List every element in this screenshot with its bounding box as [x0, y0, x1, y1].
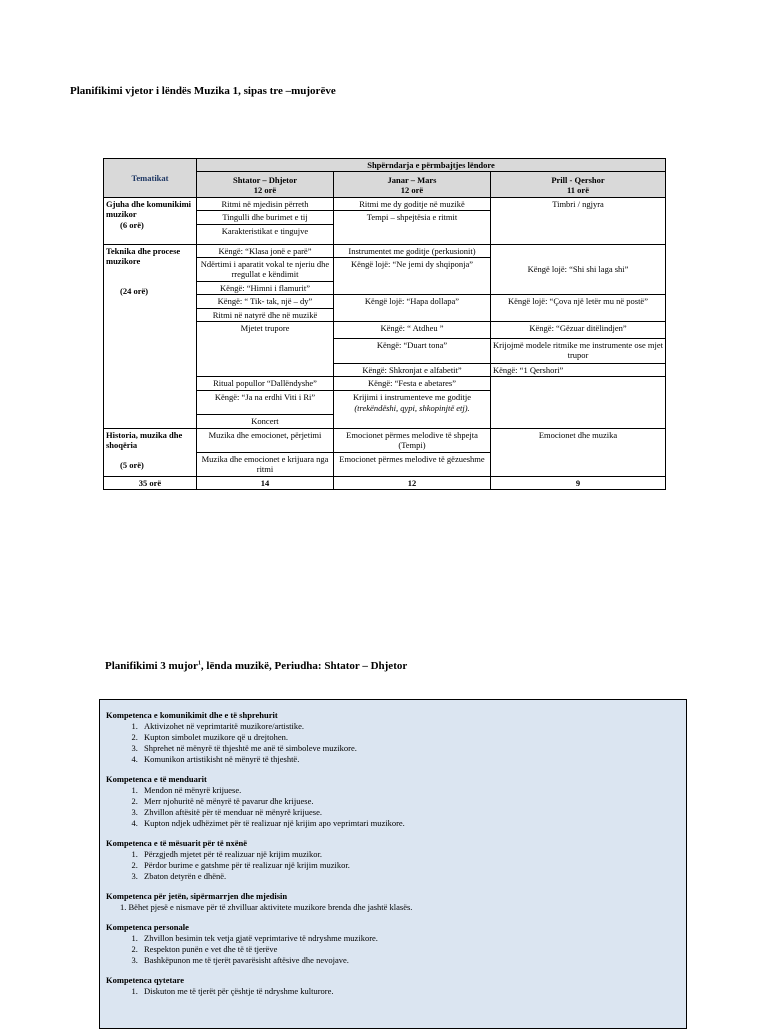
cell: Ritmi në mjedisin përreth — [197, 198, 334, 211]
theme-3: Historia, muzika dhe shoqëria (5 orë) — [104, 428, 197, 476]
cell: Këngë: Shkronjat e alfabetit” — [334, 364, 491, 377]
cell: Ritmi me dy goditje në muzikë — [334, 198, 491, 211]
cell: Ritmi në natyrë dhe në muzikë — [197, 308, 334, 321]
list-item: 3. Zhvillon aftësitë për të menduar në mënyrë krijuese. — [140, 807, 680, 818]
list-item: 1. Përzgjedh mjetet për të realizuar një krijim muzikor. — [140, 849, 680, 860]
list-item: 3. Shprehet në mënyrë të thjeshtë me anë të simboleve muzikore. — [140, 743, 680, 754]
total-period-3: 9 — [491, 476, 666, 489]
list-item: 1. Diskuton me të tjerët për çështje të ndryshme kulturore. — [140, 986, 680, 997]
cell: Krijojmë modele ritmike me instrumente ose mjet trupor — [491, 339, 666, 364]
cell: Ritual popullor “Dallëndyshe” — [197, 377, 334, 391]
cell: Këngë lojë: “Çova një letër mu në postë” — [491, 294, 666, 321]
cell: Emocionet përmes melodive të shpejta (Tempi) — [334, 428, 491, 452]
cell — [491, 377, 666, 428]
cell: Koncert — [197, 415, 334, 428]
list-item: 1. Mendon në mënyrë krijuese. — [140, 785, 680, 796]
cell: Këngë: “Ja na erdhi Viti i Ri” — [197, 391, 334, 415]
cell: Emocionet dhe muzika — [491, 428, 666, 476]
cell: Tempi – shpejtësia e ritmit — [334, 211, 491, 244]
competences-box — [99, 699, 687, 1029]
annual-plan-table — [103, 158, 666, 490]
list-item: 2. Kupton simbolet muzikore që u drejtohen. — [140, 732, 680, 743]
competence-life: Kompetenca për jetën, sipërmarrjen dhe mjedisin 1. Bëhet pjesë e nismave për të zhvilluar aktivitete muzikore brenda dhe jashtë klasës. — [106, 891, 680, 913]
cell: Mjetet trupore — [197, 322, 334, 377]
list-item: 4. Kupton ndjek udhëzimet për të realizuar një krijim apo veprimtari muzikore. — [140, 818, 680, 829]
cell: Karakteristikat e tingujve — [197, 224, 334, 244]
list-item: 3. Zbaton detyrën e dhënë. — [140, 871, 680, 882]
cell: Ndërtimi i aparatit vokal te njeriu dhe rregullat e këndimit — [197, 257, 334, 281]
cell: Këngë lojë: “Shi shi laga shi” — [491, 244, 666, 294]
cell: Këngë lojë: “Ne jemi dy shqiponja” — [334, 257, 491, 294]
total-hours: 35 orë — [104, 476, 197, 489]
total-period-2: 12 — [334, 476, 491, 489]
competence-learning: Kompetenca e të mësuarit për të nxënë 1. Përzgjedh mjetet për të realizuar një krijim muzikor. 2. Përdor burime e gatshme për të realizuar një krijim muzikor. 3. Zbaton detyrën e dhënë. — [106, 838, 680, 882]
list-item: 2. Përdor burime e gatshme për të realizuar një krijim muzikor. — [140, 860, 680, 871]
theme-2: Teknika dhe procese muzikore (24 orë) — [104, 244, 197, 428]
header-period-2: Janar – Mars 12 orë — [334, 172, 491, 198]
cell: Emocionet përmes melodive të gëzueshme — [334, 452, 491, 476]
cell: Këngë: “Klasa jonë e parë” — [197, 244, 334, 257]
theme-1: Gjuha dhe komunikimi muzikor (6 orë) — [104, 198, 197, 244]
cell: Krijimi i instrumenteve me goditje (trekëndëshi, qypi, shkopinjtë etj). — [334, 391, 491, 428]
list-item: 1. Aktivizohet në veprimtaritë muzikore/artistike. — [140, 721, 680, 732]
cell: Muzika dhe emocionet, përjetimi — [197, 428, 334, 452]
quarterly-plan-title: Planifikimi 3 mujor$^1$, lënda muzikë, Periudha: Shtator – Dhjetor — [105, 660, 408, 672]
header-period-3: Prill - Qershor 11 orë — [491, 172, 666, 198]
competence-thinking: Kompetenca e të menduarit 1. Mendon në mënyrë krijuese. 2. Merr njohuritë në mënyrë të pavarur dhe krijuese. 3. Zhvillon aftësitë për të menduar në mënyrë krijuese. 4. Kupton ndjek udhëzimet për të realizuar një krijim apo veprimtari muzikore. — [106, 774, 680, 829]
total-period-1: 14 — [197, 476, 334, 489]
cell: Këngë: “ Tik- tak, një – dy” — [197, 294, 334, 308]
competence-communication: Kompetenca e komunikimit dhe e të shprehurit 1. Aktivizohet në veprimtaritë muzikore/artistike. 2. Kupton simbolet muzikore që u drejtohen. 3. Shprehet në mënyrë të thjeshtë me anë të simboleve muzikore. 4. Komunikon artistikisht në mënyrë të thjeshtë. — [106, 710, 680, 765]
cell: Këngë: “Himni i flamurit” — [197, 281, 334, 294]
competence-civic: Kompetenca qytetare 1. Diskuton me të tjerët për çështje të ndryshme kulturore. — [106, 975, 680, 997]
cell: Instrumentet me goditje (perkusionit) — [334, 244, 491, 257]
cell: Këngë: “ Atdheu ” — [334, 322, 491, 339]
header-distribution: Shpërndarja e përmbajtjes lëndore — [197, 159, 666, 172]
header-tematikat: Tematikat — [104, 159, 197, 198]
cell: Muzika dhe emocionet e krijuara nga ritmi — [197, 452, 334, 476]
list-item: 2. Merr njohuritë në mënyrë të pavarur dhe krijuese. — [140, 796, 680, 807]
list-item: 1. Bëhet pjesë e nismave për të zhvilluar aktivitete muzikore brenda dhe jashtë klasës. — [120, 902, 413, 912]
cell: Këngë lojë: “Hapa dollapa” — [334, 294, 491, 321]
cell: Këngë: “1 Qershori” — [491, 364, 666, 377]
cell: Timbri / ngjyra — [491, 198, 666, 244]
annual-plan-title: Planifikimi vjetor i lëndës Muzika 1, sipas tre –mujorëve — [70, 85, 336, 97]
cell: Këngë: “Festa e abetares” — [334, 377, 491, 391]
cell: Këngë: “Gëzuar ditëlindjen” — [491, 322, 666, 339]
list-item: 1. Zhvillon besimin tek vetja gjatë veprimtarive të ndryshme muzikore. — [140, 933, 680, 944]
header-period-1: Shtator – Dhjetor 12 orë — [197, 172, 334, 198]
cell: Tingulli dhe burimet e tij — [197, 211, 334, 224]
cell: Këngë: “Duart tona” — [334, 339, 491, 364]
list-item: 2. Respekton punën e vet dhe të të tjerëve — [140, 944, 680, 955]
list-item: 3. Bashkëpunon me të tjerët pavarësisht aftësive dhe nevojave. — [140, 955, 680, 966]
competence-personal: Kompetenca personale 1. Zhvillon besimin tek vetja gjatë veprimtarive të ndryshme muzikore. 2. Respekton punën e vet dhe të të tjerëve 3. Bashkëpunon me të tjerët pavarësisht aftësive dhe nevojave. — [106, 922, 680, 966]
list-item: 4. Komunikon artistikisht në mënyrë të thjeshtë. — [140, 754, 680, 765]
